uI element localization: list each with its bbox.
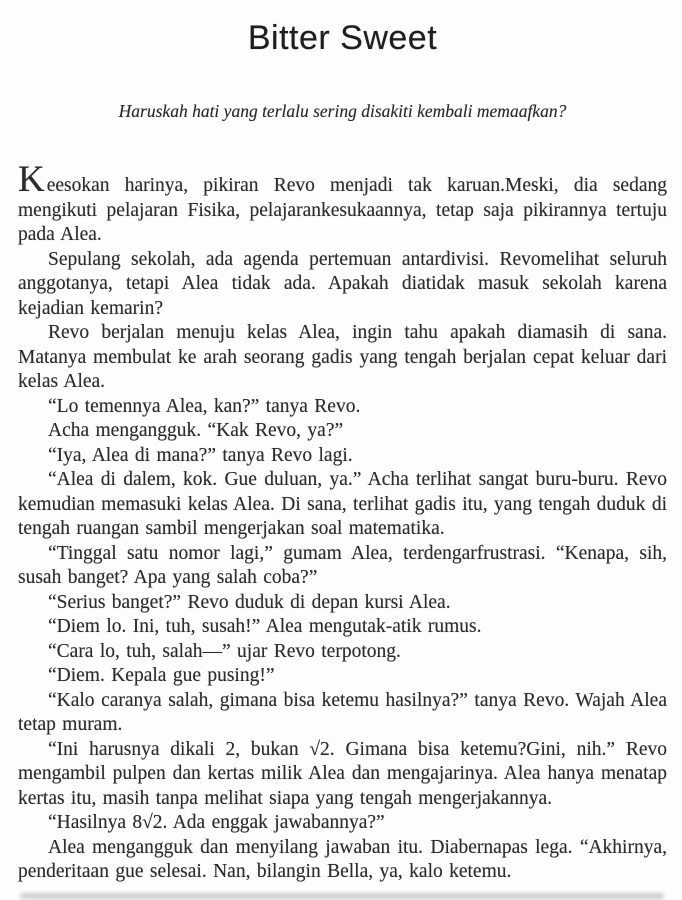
story-paragraph: “Ini harusnya dikali 2, bukan √2. Gimana bisa ketemu?Gini, nih.” Revo mengambil pulpen dan kertas milik Alea dan mengajarinya. Alea hanya menatap kertas itu, masih tanpa melihat siapa yang tengah mengerjakannya. [18,738,667,809]
story-paragraph: Alea mengangguk dan menyilang jawaban itu. Diabernapas lega. “Akhirnya, penderitaan gue selesai. Nan, bilangin Bella, ya, kalo ketemu. [18,836,667,882]
story-paragraph: “Lo temennya Alea, kan?” tanya Revo. [48,395,361,417]
tagline: Haruskah hati yang terlalu sering disakiti kembali memaafkan? [118,101,567,121]
story-paragraph: Revo berjalan menuju kelas Alea, ingin tahu apakah diamasih di sana. Matanya membulat ke arah seorang gadis yang tengah berjalan cepat keluar dari kelas Alea. [18,322,667,392]
page-title: Bitter Sweet [247,19,438,57]
story-text [18,159,667,885]
story-paragraph: “Tinggal satu nomor lagi,” gumam Alea, terdengarfrustrasi. “Kenapa, sih, susah banget? Apa yang salah coba?” [18,542,667,588]
initial-capital: K [18,159,45,200]
story-paragraph: “Diem. Kepala gue pusing!” [48,665,275,686]
paragraph-opening [18,159,667,248]
story-paragraph: “Hasilnya 8√2. Ada enggak jawabannya?” [48,812,385,833]
cutoff-next-line [20,893,664,899]
story-paragraph: “Diem lo. Ini, tuh, susah!” Alea mengutak-atik rumus. [48,616,482,637]
story-paragraph: Sepulang sekolah, ada agenda pertemuan antardivisi. Revomelihat seluruh anggotanya, tetapi Alea tidak ada. Apakah diatidak masuk sekolah karena kejadian kemarin? [18,248,667,319]
opening-text: eesokan harinya, pikiran Revo menjadi tak karuan.Meski, dia sedang mengikuti pelajaran Fisika, pelajarankesukaannya, tetap saja pikirannya tertuju pada Alea. [18,175,667,245]
story-paragraph: “Alea di dalem, kok. Gue duluan, ya.” Acha terlihat sangat buru-buru. Revo kemudian memasuki kelas Alea. Di sana, terlihat gadis itu, yang tengah duduk di tengah ruangan sambil mengerjakan soal matematika. [18,469,667,539]
story-paragraph: Acha mengangguk. “Kak Revo, ya?” [48,420,344,441]
story-paragraph: “Serius banget?” Revo duduk di depan kursi Alea. [48,591,451,613]
story-paragraph: “Iya, Alea di mana?” tanya Revo lagi. [48,444,353,466]
story-paragraph: “Cara lo, tuh, salah—” ujar Revo terpotong. [48,640,401,662]
story-paragraph: “Kalo caranya salah, gimana bisa ketemu hasilnya?” tanya Revo. Wajah Alea tetap muram. [18,689,667,735]
